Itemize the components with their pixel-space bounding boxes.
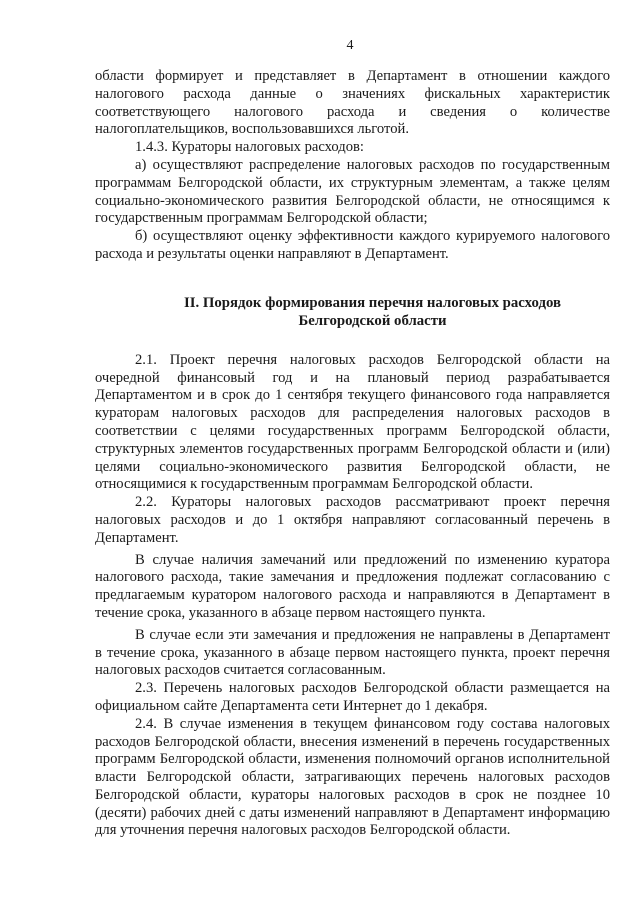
paragraph-continuation: области формирует и представляет в Департамент в отношении каждого налогового расхода данные о значениях фискальных характеристик соответствующего налогового расхода и сведения о количестве налогоплательщиков, воспользовавшихся льготой. [95,68,610,138]
section-heading-line-1: II. Порядок формирования перечня налоговых расходов [183,294,561,311]
paragraph-item-a: а) осуществляют распределение налоговых расходов по государственным программам Белгородской области, их структурным элементам, а также целям социально-экономического развития Белгородской области, не относящимся к государственным программам Белгородской области; [95,156,610,227]
section-heading [95,294,610,330]
section-heading-line-2: Белгородской области [298,312,447,329]
paragraph-2-2-agreed: В случае если эти замечания и предложения не направлены в Департамент в течение срока, указанного в абзаце первом настоящего пункта, проект перечня налоговых расходов считается согласованным. [95,626,610,679]
paragraph-1-4-3: 1.4.3. Кураторы налоговых расходов: [135,139,364,156]
document-body [95,68,610,840]
page-number: 4 [346,38,354,53]
paragraph-2-2: 2.2. Кураторы налоговых расходов рассматривают проект перечня налоговых расходов и до 1 октября направляют согласованный перечень в Департамент. [95,494,610,546]
paragraph-2-3: 2.3. Перечень налоговых расходов Белгородской области размещается на официальном сайте Департамента сети Интернет до 1 декабря. [95,680,610,714]
paragraph-2-4: 2.4. В случае изменения в текущем финансовом году состава налоговых расходов Белгородской области, внесения изменений в перечень государственных программ Белгородской области, изменения полномочий органов исполнительной власти Белгородской области, затрагивающих перечень налоговых расходов Белгородской области, кураторы налоговых расходов в срок не позднее 10 (десяти) рабочих дней с даты изменений направляют в Департамент информацию для уточнения перечня налоговых расходов Белгородской области. [95,715,610,839]
paragraph-2-2-remarks: В случае наличия замечаний или предложений по изменению куратора налогового расхода, такие замечания и предложения подлежат согласованию с предлагаемым куратором налогового расхода и направляются в Департамент в течение срока, указанного в абзаце первом настоящего пункта. [95,551,610,621]
paragraph-item-b: б) осуществляют оценку эффективности каждого курируемого налогового расхода и результаты оценки направляют в Департамент. [95,228,610,262]
paragraph-2-1: 2.1. Проект перечня налоговых расходов Белгородской области на очередной финансовый год и на плановый период разрабатывается Департаментом и в срок до 1 сентября текущего финансового года направляется кураторам налоговых расходов для распределения налоговых расходов в соответствии с целями государственных программ Белгородской области, структурных элементов государственных программ Белгородской области и (или) целями социально-экономического развития Белгородской области, не относящимися к государственным программам Белгородской области. [95,351,610,493]
